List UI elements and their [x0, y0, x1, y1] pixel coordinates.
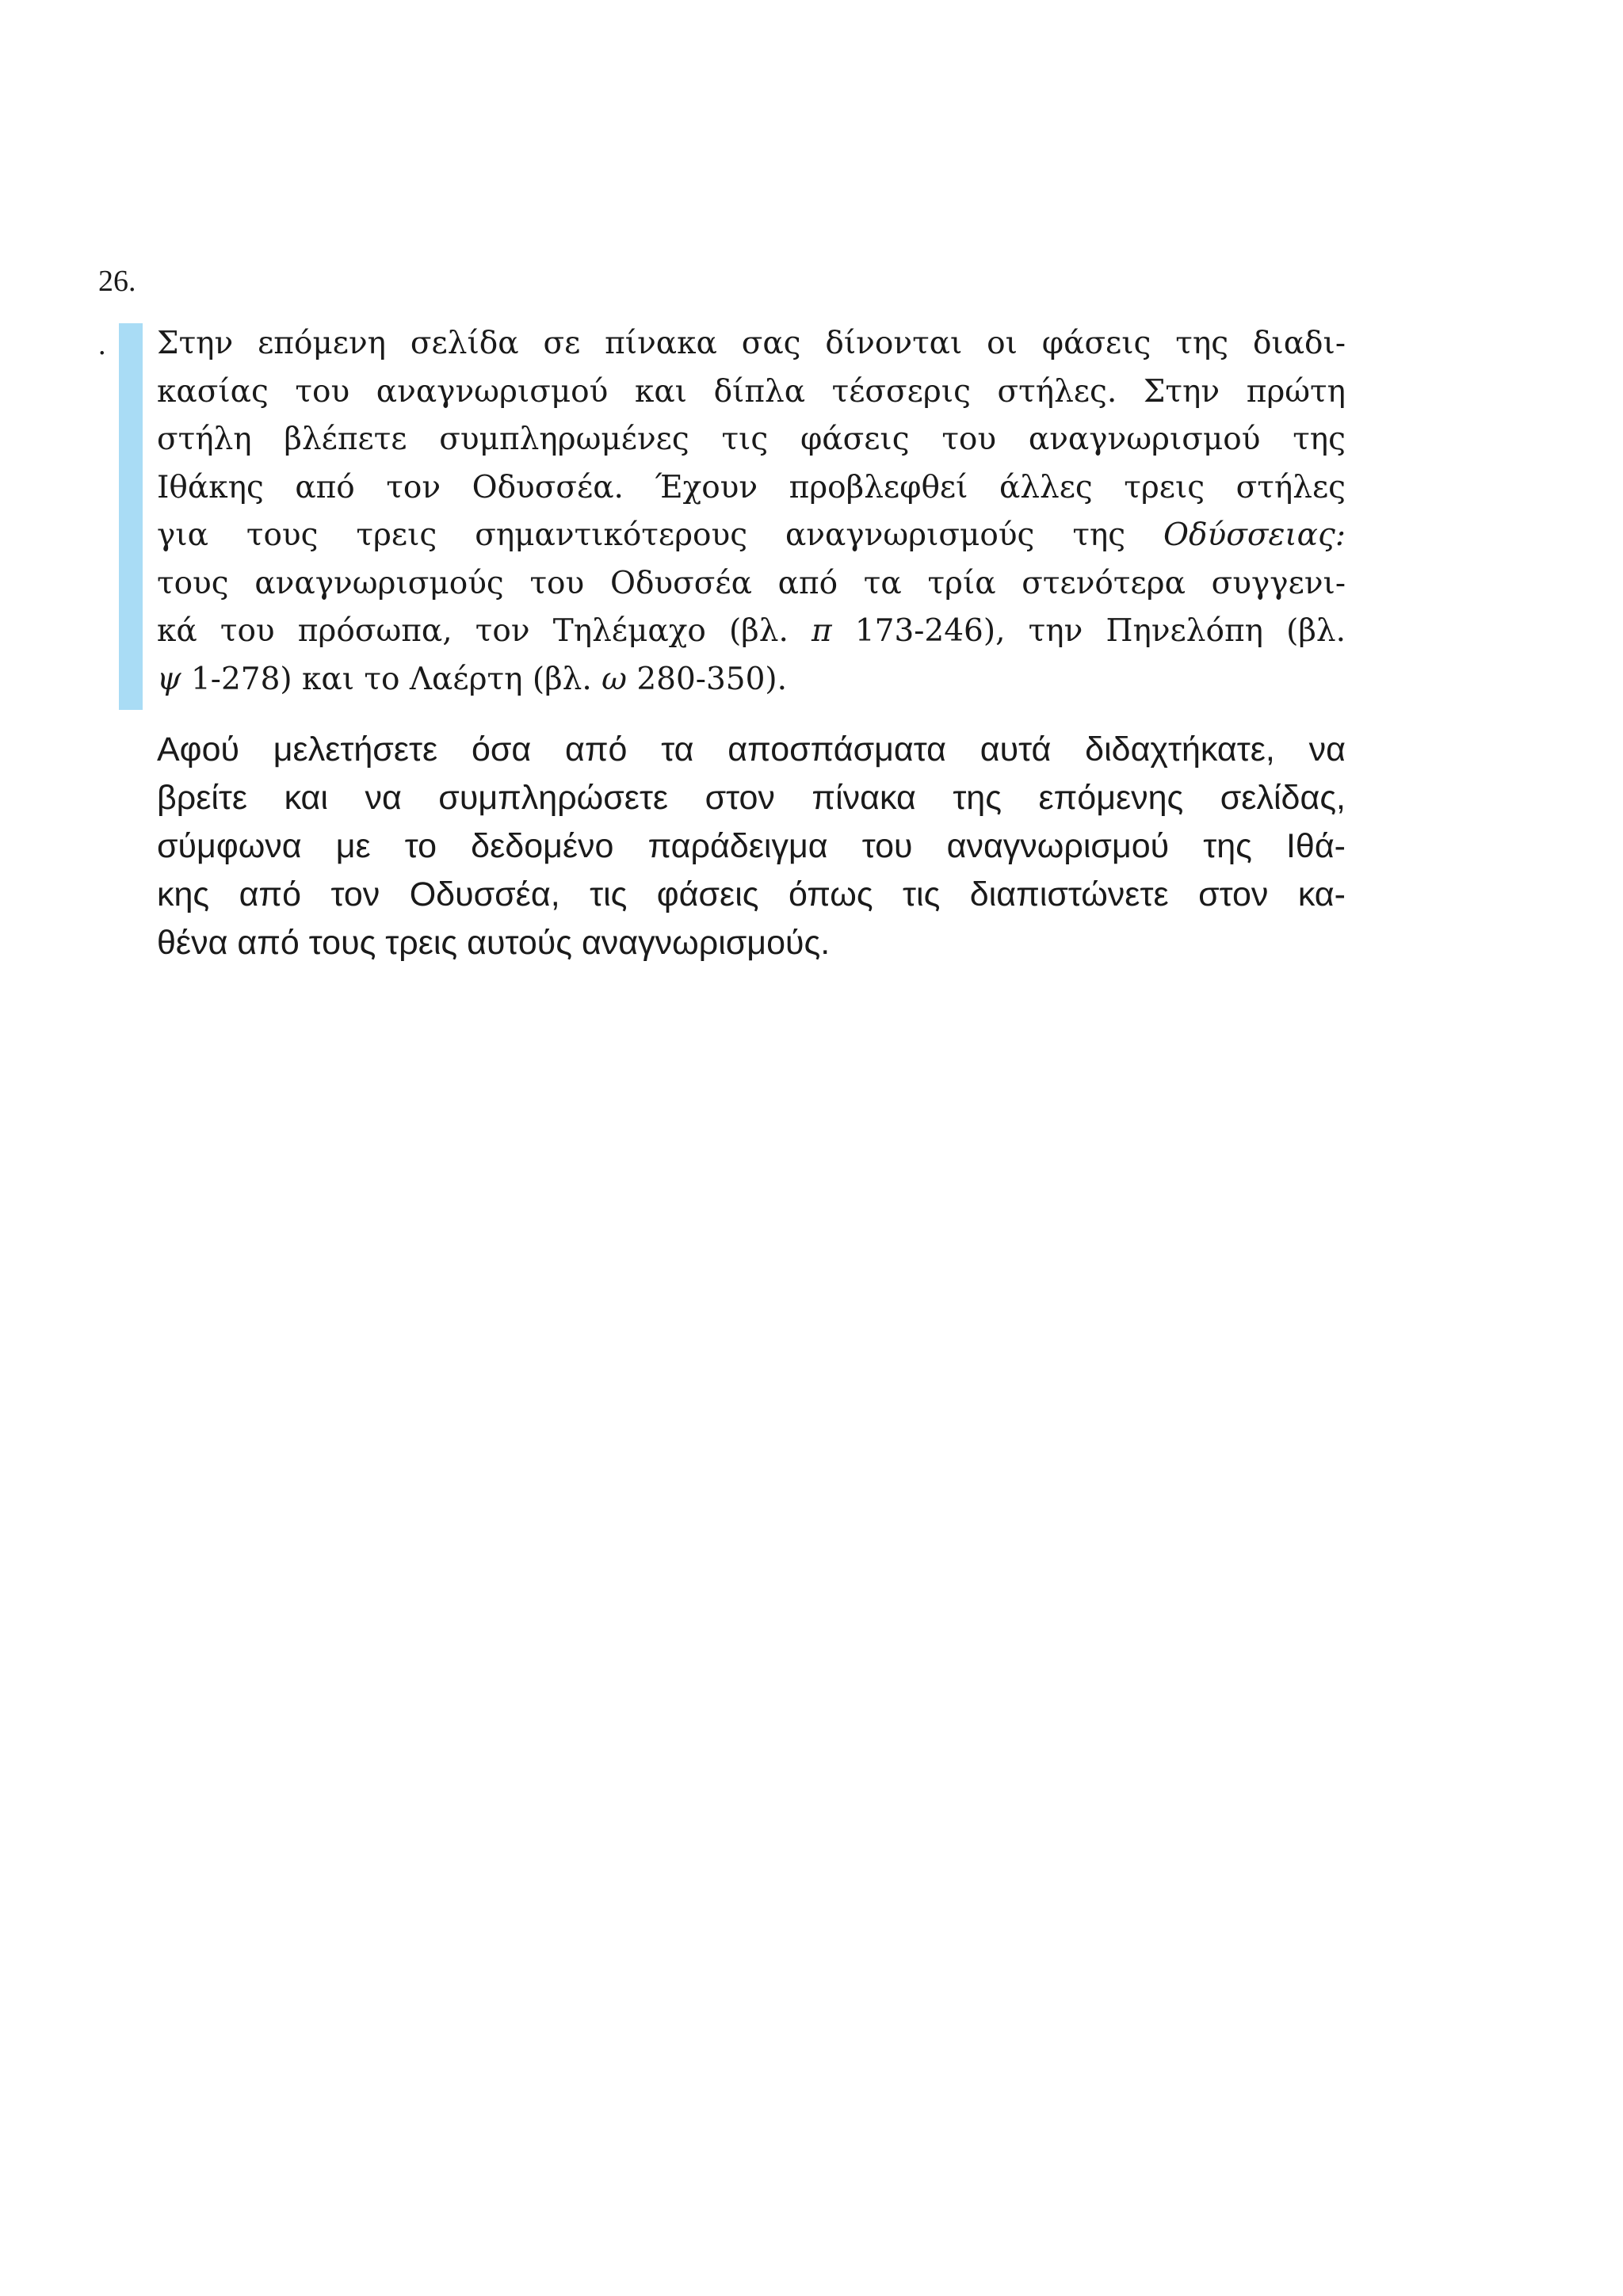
book-letter-italic: π — [812, 613, 832, 649]
text-line: Στην επόμενη σελίδα σε πίνακα σας δίνονται οι φάσεις της διαδι- — [157, 326, 1346, 361]
text-line: θένα από τους τρεις αυτούς αναγνωρισμούς. — [157, 924, 831, 962]
text-fragment: για τους τρεις σημαντικότερους αναγνωρισμούς της — [157, 517, 1164, 553]
text-line — [157, 512, 1346, 560]
text-line: βρείτε και να συμπληρώσετε στον πίνακα της επόμενης σελίδας, — [157, 779, 1346, 817]
text-line: Ιθάκης από τον Οδυσσέα. Έχουν προβλεφθεί άλλες τρεις στήλες — [157, 469, 1346, 505]
book-letter-italic: ψ — [157, 661, 181, 697]
text-fragment: 280-350). — [626, 661, 788, 697]
text-fragment: 1-278) και το Λαέρτη (βλ. — [181, 661, 602, 697]
text-line — [157, 608, 1346, 656]
text-line — [157, 656, 1346, 704]
text-line: Αφού μελετήσετε όσα από τα αποσπάσματα αυτά διδαχτήκατε, να — [157, 730, 1346, 769]
page-number: 26. — [98, 265, 136, 298]
work-title-italic: Οδύσσειας: — [1163, 517, 1346, 553]
text-line: κασίας του αναγνωρισμού και δίπλα τέσσερις στήλες. Στην πρώτη — [157, 373, 1346, 410]
item-marker: . — [98, 328, 106, 361]
book-letter-italic: ω — [601, 661, 627, 697]
text-line: στήλη βλέπετε συμπληρωμένες τις φάσεις του αναγνωρισμού της — [157, 421, 1346, 457]
text-fragment: 173-246), την Πηνελόπη (βλ. — [831, 613, 1346, 649]
instructions-paragraph-serif — [157, 320, 1346, 704]
highlight-side-bar — [119, 323, 143, 710]
text-line: τους αναγνωρισμούς του Οδυσσέα από τα τρία στενότερα συγγενι- — [157, 565, 1346, 601]
text-line: κης από τον Οδυσσέα, τις φάσεις όπως τις διαπιστώνετε στον κα- — [157, 875, 1346, 913]
instructions-paragraph-sans — [157, 726, 1346, 967]
text-line: σύμφωνα με το δεδομένο παράδειγμα του αναγνωρισμού της Ιθά- — [157, 827, 1346, 865]
text-fragment: κά του πρόσωπα, τον Τηλέμαχο (βλ. — [157, 613, 812, 649]
